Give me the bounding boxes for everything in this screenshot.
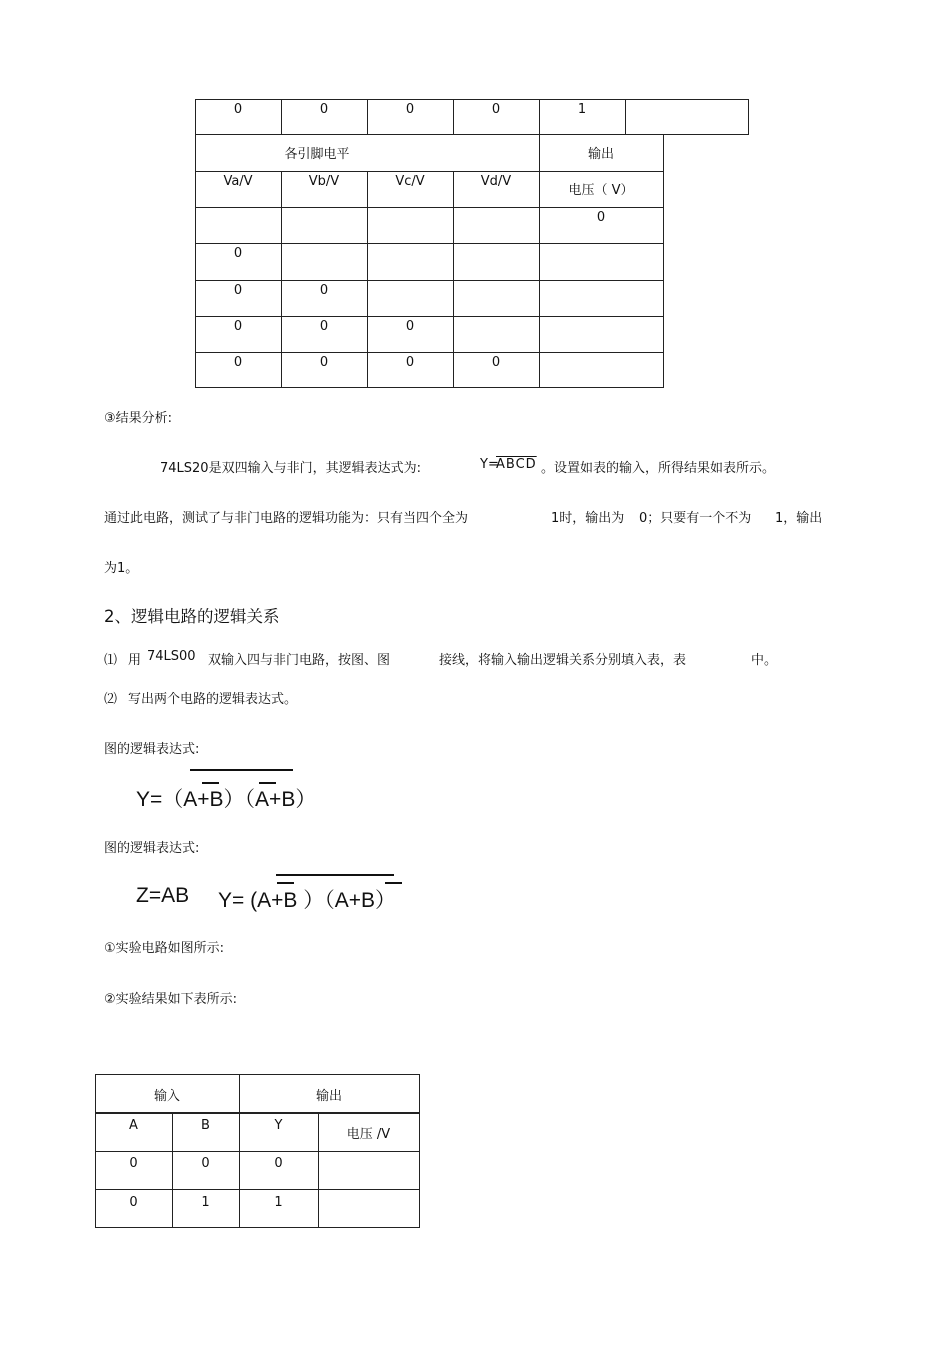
circuit-note: ①实验电路如图所示: (104, 941, 225, 956)
table-line (195, 134, 749, 135)
analysis-text: 74LS20是双四输入与非门，其逻辑表达式为: (160, 461, 421, 476)
table-cell: 0 (405, 102, 415, 117)
item-text: 中。 (751, 653, 778, 668)
item-text: 用 (128, 653, 142, 668)
col-label-vc: Vc/V (395, 174, 425, 189)
table-line (748, 99, 749, 135)
formula-abcd-negated: ABCD (496, 457, 537, 472)
header-output: 输出 (315, 1089, 342, 1104)
table-cell: 0 (405, 319, 415, 334)
table-cell: 0 (319, 319, 329, 334)
table-cell: 0 (319, 102, 329, 117)
col-label-voltage: 电压 /V (346, 1127, 391, 1142)
table-cell (625, 100, 748, 102)
analysis-text: 1，输出 (775, 511, 823, 526)
table-cell: 0 (129, 1195, 138, 1210)
table-line (95, 1151, 420, 1152)
section-heading: 2、逻辑电路的逻辑关系 (104, 607, 280, 626)
col-label-vd: Vd/V (480, 174, 512, 189)
table-cell: 0 (491, 102, 501, 117)
table-cell (318, 1193, 419, 1195)
result-note: ②实验结果如下表所示: (104, 992, 238, 1007)
formula-y: Y= (480, 457, 499, 472)
col-label-a: A (129, 1118, 138, 1133)
table-cell: 1 (274, 1195, 283, 1210)
analysis-text: 通过此电路，测试了与非门电路的逻辑功能为：只有当四个全为 (104, 511, 469, 526)
table-cell: 1 (577, 102, 587, 117)
table-cell: 0 (319, 355, 329, 370)
table-line (625, 99, 626, 135)
header-output: 输出 (587, 147, 614, 162)
table-line (195, 387, 664, 388)
table-cell: 0 (233, 283, 243, 298)
table-cell: 0 (233, 319, 243, 334)
table-line (95, 1227, 420, 1228)
col-label-y: Y (274, 1118, 283, 1133)
table-cell: 0 (274, 1156, 283, 1171)
analysis-title: ③结果分析: (104, 411, 173, 426)
table-cell: 0 (491, 355, 501, 370)
item-text: 接线，将输入输出逻辑关系分别填入表，表 (439, 653, 687, 668)
item-number: ⑵ (104, 692, 118, 707)
table-line (95, 1112, 420, 1114)
table-cell: 0 (405, 355, 415, 370)
expression-label: 图的逻辑表达式: (104, 841, 200, 856)
table-cell: 0 (233, 246, 243, 261)
expression-label: 图的逻辑表达式: (104, 742, 200, 757)
analysis-text: 1时，输出为 (551, 511, 625, 526)
analysis-text: 0；只要有一个不为 (639, 511, 752, 526)
expression-y2: Y= (A+B ）（A+B） (218, 889, 396, 912)
negation-bar (276, 874, 394, 876)
table-cell: 0 (319, 283, 329, 298)
item-number: ⑴ (104, 653, 118, 668)
table-cell: 0 (201, 1156, 210, 1171)
col-label-voltage: 电压（ V） (568, 183, 634, 198)
table-line (95, 1074, 420, 1075)
col-label-b: B (201, 1118, 210, 1133)
expression-z: Z=AB (136, 884, 190, 907)
table-cell: 0 (129, 1156, 138, 1171)
item-text: 双输入四与非门电路，按图、图 (208, 653, 391, 668)
header-input: 输入 (153, 1089, 180, 1104)
table-cell: 0 (233, 102, 243, 117)
col-label-vb: Vb/V (308, 174, 340, 189)
negation-bar (190, 769, 293, 771)
analysis-text: 。设置如表的输入，所得结果如表所示。 (541, 461, 776, 476)
table-cell (318, 1154, 419, 1156)
col-label-va: Va/V (223, 174, 253, 189)
header-pin-levels: 各引脚电平 (284, 147, 350, 162)
expression-y1: Y=（A+B）（A+B） (136, 788, 317, 811)
table-cell: 1 (201, 1195, 210, 1210)
table-cell: 0 (233, 355, 243, 370)
item-text: 写出两个电路的逻辑表达式。 (128, 692, 298, 707)
table-cell: 0 (596, 210, 606, 225)
table-line (419, 1074, 420, 1228)
analysis-text: 为1。 (104, 561, 139, 576)
table-line (95, 1189, 420, 1190)
item-text: 74LS00 (147, 649, 196, 664)
table-line (663, 134, 664, 388)
